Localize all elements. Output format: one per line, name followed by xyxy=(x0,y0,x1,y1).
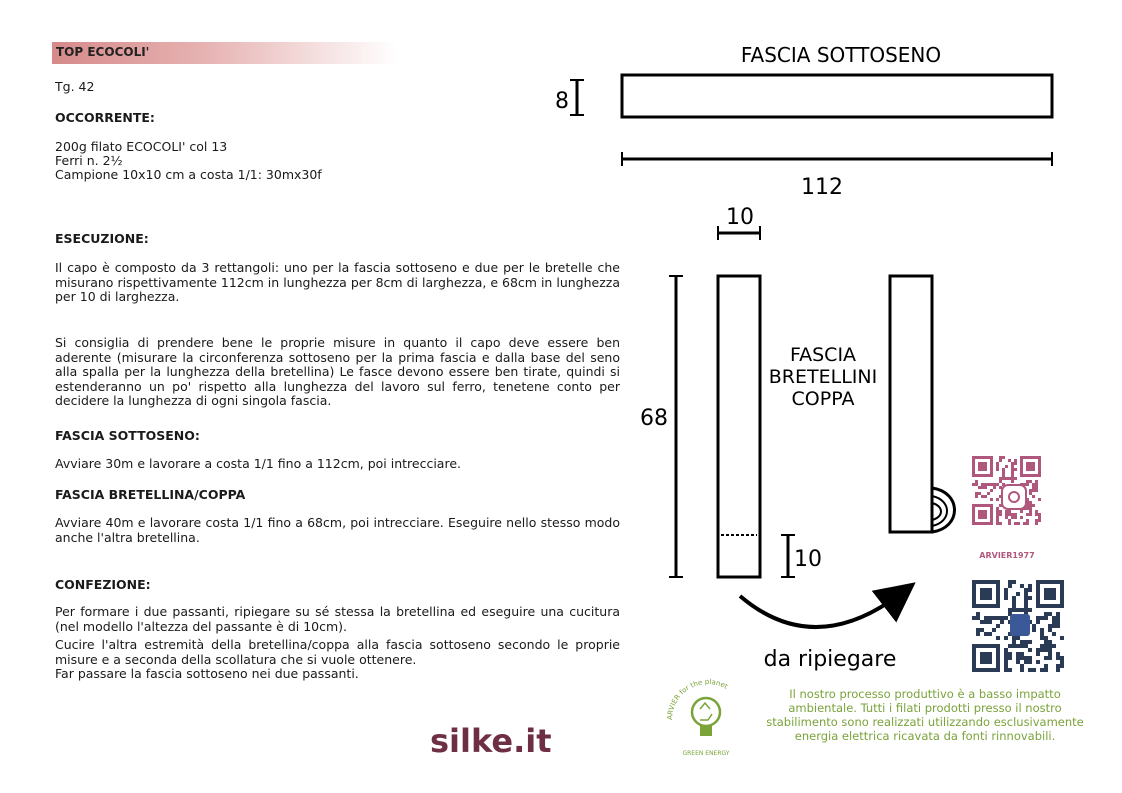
eco-statement: Il nostro processo produttivo è a basso impatto ambientale. Tutti i filati prodotti presso il nostro stabilimento sono realizzati utilizzando esclusivamente energia elettrica ricavata da fonti rinnovabili. xyxy=(766,687,1084,743)
material-line: Campione 10x10 cm a costa 1/1: 30mx30f xyxy=(55,167,322,182)
strap-length-label: 68 xyxy=(640,406,668,431)
band-diagram-title: FASCIA SOTTOSENO xyxy=(740,43,942,67)
execution-paragraph-2: Si consiglia di prendere bene le proprie misure in quanto il capo deve essere ben aderente (misurare la circonferenza sottoseno per la prima fascia e dalla base del seno alla spalla per la lunghezza della bretellina) Le fasce devono essere ben tirate, quindi si estenderanno un po' rispetto alla lunghezza del lavoro sul ferro, tenetene conto per decidere la lunghezza di ogni singola fascia. xyxy=(55,335,620,408)
loop-curve xyxy=(932,496,947,526)
folded-strap-rectangle xyxy=(890,276,932,532)
badge-subtext: GREEN ENERGY xyxy=(682,750,730,757)
badge-text: ARVIER for the planet xyxy=(665,677,730,721)
material-line: Ferri n. 2½ xyxy=(55,153,123,168)
strap-rectangle xyxy=(718,276,760,577)
fold-label: da ripiegare xyxy=(763,647,897,672)
band-rectangle xyxy=(622,75,1052,117)
facebook-icon xyxy=(1010,614,1030,636)
strap-diagram-title: BRETELLINI xyxy=(768,366,878,388)
fold-length-label: 10 xyxy=(794,547,822,572)
execution-paragraph-1: Il capo è composto da 3 rettangoli: uno per la fascia sottoseno e due per le bretelle che misurano rispettivamente 112cm in lunghezza per 8cm di larghezza, e 68cm in lunghezza per 10 di larghezza. xyxy=(55,260,620,304)
band-height-label: 8 xyxy=(555,89,569,114)
band-length-label: 112 xyxy=(801,175,843,200)
band-text: Avviare 30m e lavorare a costa 1/1 fino a 112cm, poi intrecciare. xyxy=(55,456,461,471)
strap-text: Avviare 40m e lavorare costa 1/1 fino a 68cm, poi intrecciare. Eseguire nello stesso modo anche l'altra bretellina. xyxy=(55,515,620,545)
band-heading: FASCIA SOTTOSENO: xyxy=(55,428,200,443)
fold-arrow xyxy=(740,592,903,627)
finishing-line: Cucire l'altra estremità della bretellina/coppa alla fascia sottoseno secondo le proprie misure e a seconda della scollatura che si vuole ottenere. xyxy=(55,637,620,667)
green-energy-badge xyxy=(666,675,746,757)
material-line: 200g filato ECOCOLI' col 13 xyxy=(55,139,228,154)
materials-heading: OCCORRENTE: xyxy=(55,110,155,125)
brand-logo: silke.it xyxy=(430,722,552,760)
finishing-line: Far passare la fascia sottoseno nei due passanti. xyxy=(55,666,359,681)
execution-heading: ESECUZIONE: xyxy=(55,231,149,246)
instagram-qr-code xyxy=(972,456,1041,526)
finishing-line: Per formare i due passanti, ripiegare su sé stessa la bretellina ed eseguire una cucitura (nel modello l'altezza del passante è di 10cm). xyxy=(55,604,620,634)
strap-diagram-title: COPPA xyxy=(791,388,855,410)
instagram-handle: ARVIER1977 xyxy=(979,551,1035,560)
size-label: Tg. 42 xyxy=(55,79,95,94)
instagram-icon xyxy=(1002,485,1026,509)
strap-heading: FASCIA BRETELLINA/COPPA xyxy=(55,487,246,502)
finishing-heading: CONFEZIONE: xyxy=(55,577,151,592)
facebook-qr-code xyxy=(972,580,1064,672)
strap-width-label: 10 xyxy=(726,205,754,230)
pattern-title: TOP ECOCOLI' xyxy=(56,45,150,59)
strap-diagram-title: FASCIA xyxy=(789,344,857,366)
